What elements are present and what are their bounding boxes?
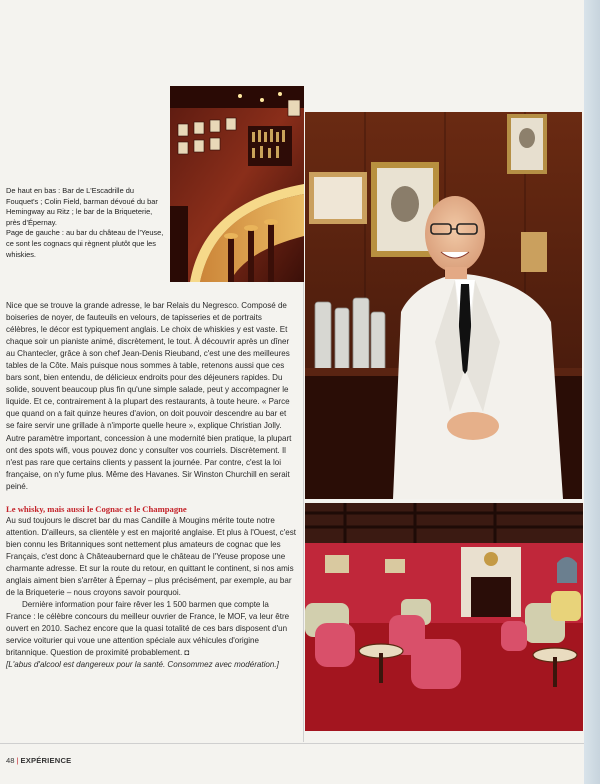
article-paragraph-2: Au sud toujours le discret bar du mas Candille à Mougins mérite toute notre attention. D'ailleurs, sa clientèle y est en majorité anglaise. Et plus à l'Ouest, c'est bien connu les Britanniques sont nettement plus amateurs de cognac que les Français, c'est donc à Châteaubernard que le château de l'Yeuse propose une charmante adresse. Et sur la route du retour, en quittant le continent, si nos amis anglais aiment bien s'arrêter à Épernay – plus précisément, par exemple, au bar de la Briqueterie – nous croyons savoir pourquoi. — [6, 515, 296, 598]
page-footer — [6, 756, 71, 765]
photo-barman — [305, 112, 582, 499]
divider-vertical — [303, 282, 304, 742]
footer-separator: | — [16, 756, 19, 765]
article-paragraph-3 — [6, 599, 296, 659]
page-number: 48 — [6, 756, 15, 765]
section-name: EXPÉRIENCE — [20, 756, 72, 765]
photo-caption — [6, 186, 164, 260]
caption-line-2: Page de gauche : au bar du château de l'Yeuse, ce sont les cognacs qui règnent plutôt que les whiskies. — [6, 228, 164, 259]
photo-bar-interior — [170, 86, 304, 282]
caption-line-1: De haut en bas : Bar de L'Escadrille du Fouquet's ; Colin Field, barman dévoué du bar Hemingway au Ritz ; le bar de la Briqueterie, près d'Épernay. — [6, 186, 158, 227]
article-paragraph-1: Nice que se trouve la grande adresse, le bar Relais du Negresco. Composé de boiseries de noyer, de fauteuils en velours, de tapisseries et de portraits célèbres, le décor est typiquement anglais. Le choix de whiskies y est vaste. Et chaque soir un pianiste animé, discrètement, le tout. À découvrir après un dîner au Chantecler, grâce à son chef Jean-Denis Rieuband, c'est une des meilleures tables de la Côte. Mais puisque nous sommes à table, retenons aussi que ces bars sont, bien entendu, de délicieux endroits pour des déjeuners rapides. Du solide, souvent beaucoup plus fin qu'une simple salade, peut y accompagner le liquide. Et ce, contrairement à la plupart des restaurants, à toute heure. « Parce que quand on a fait quinze heures d'avion, on doit pouvoir descendre au bar et se faire servir une grillade à n'importe quelle heure », explique Christian Jolly. Autre paramètre important, concession à une modernité bien pratique, la plupart ont des spots wifi, vous pouvez donc y consulter vos courriels. Discrètement. Il n'est pas rare que certains clients y passent la journée. Par contre, c'est la loi française, on n'y fume plus. Même des Havanes. Sir Winston Churchill en serait peiné. — [6, 301, 292, 491]
health-warning: [L'abus d'alcool est dangereux pour la santé. Consommez avec modération.] — [6, 660, 279, 670]
article-paragraph-3-text: Dernière information pour faire rêver les 1 500 barmen que compte la France : le célèbre concours du meilleur ouvrier de France, le MOF, va leur être ouvert en 2010. Sachez encore que la quasi totalité de ces bars disposent d'un service voiturier qui voue une attention spéciale aux véhicules d'origine britannique. Question de proximité probablement. — [6, 600, 290, 658]
end-mark-icon: ◘ — [184, 648, 190, 658]
article-subhead: Le whisky, mais aussi le Cognac et le Champagne — [6, 503, 187, 514]
divider-horizontal — [0, 743, 584, 744]
photo-lounge — [305, 503, 583, 731]
article-body — [6, 300, 296, 671]
next-page-edge — [584, 0, 600, 784]
